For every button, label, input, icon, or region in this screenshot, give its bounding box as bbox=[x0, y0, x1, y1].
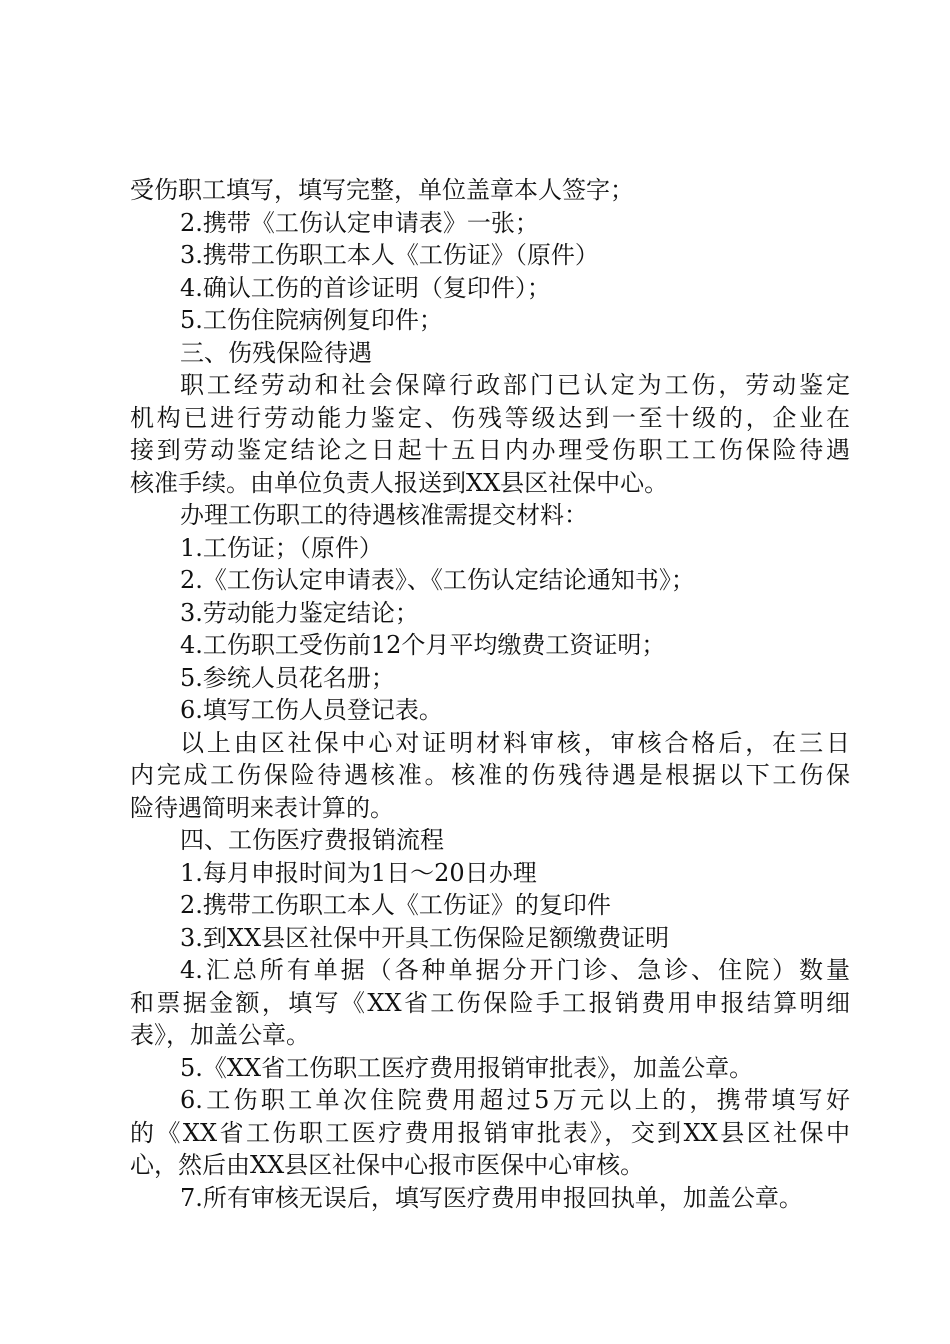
list-item: 6.填写工伤人员登记表。 bbox=[180, 696, 443, 724]
paragraph-line: 接到劳动鉴定结论之日起十五日内办理受伤职工工伤保险待遇 bbox=[130, 436, 850, 464]
list-item: 5.参统人员花名册； bbox=[180, 663, 395, 692]
list-item: 5.工伤住院病例复印件； bbox=[180, 306, 443, 334]
list-item: 5.《XX省工伤职工医疗费用报销审批表》，加盖公章。 bbox=[180, 1053, 754, 1082]
text-line: 受伤职工填写，填写完整，单位盖章本人签字； bbox=[130, 176, 634, 204]
document-body bbox=[130, 174, 850, 1214]
paragraph-line: 办理工伤职工的待遇核准需提交材料： bbox=[180, 501, 588, 529]
list-item: 2.携带工伤职工本人《工伤证》的复印件 bbox=[180, 891, 611, 919]
list-item: 7.所有审核无误后，填写医疗费用申报回执单，加盖公章。 bbox=[180, 1183, 803, 1212]
paragraph-line: 和票据金额，填写《XX省工伤保险手工报销费用申报结算明细 bbox=[130, 988, 850, 1017]
list-item: 2.携带《工伤认定申请表》一张； bbox=[180, 208, 539, 237]
list-item: 6.工伤职工单次住院费用超过5万元以上的，携带填写好 bbox=[180, 1086, 850, 1114]
paragraph-line: 以上由区社保中心对证明材料审核，审核合格后，在三日 bbox=[180, 728, 850, 757]
paragraph-line: 险待遇简明来表计算的。 bbox=[130, 793, 394, 822]
section-heading: 四、工伤医疗费报销流程 bbox=[180, 826, 444, 854]
list-item: 2.《工伤认定申请表》、《工伤认定结论通知书》； bbox=[180, 566, 695, 594]
paragraph-line: 机构已进行劳动能力鉴定、伤残等级达到一至十级的，企业在 bbox=[130, 403, 850, 432]
section-heading: 三、伤残保险待遇 bbox=[180, 338, 372, 367]
paragraph-line: 核准手续。由单位负责人报送到XX县区社保中心。 bbox=[130, 468, 669, 497]
list-item: 4.确认工伤的首诊证明（复印件）； bbox=[180, 273, 551, 302]
paragraph-line: 表》，加盖公章。 bbox=[130, 1021, 310, 1049]
paragraph-line: 心，然后由XX县区社保中心报市医保中心审核。 bbox=[130, 1151, 645, 1179]
list-item: 3.到XX县区社保中开具工伤保险足额缴费证明 bbox=[180, 923, 670, 952]
list-item: 1.工伤证；（原件） bbox=[180, 533, 383, 562]
list-item: 4.工伤职工受伤前12个月平均缴费工资证明； bbox=[180, 631, 666, 659]
paragraph-line: 的《XX省工伤职工医疗费用报销审批表》，交到XX县区社保中 bbox=[130, 1118, 850, 1147]
list-item: 3.劳动能力鉴定结论； bbox=[180, 598, 419, 627]
list-item: 1.每月申报时间为1日～20日办理 bbox=[180, 858, 537, 887]
paragraph-line: 内完成工伤保险待遇核准。核准的伤残待遇是根据以下工伤保 bbox=[130, 761, 850, 789]
list-item: 4.汇总所有单据（各种单据分开门诊、急诊、住院）数量 bbox=[180, 956, 850, 984]
list-item: 3.携带工伤职工本人《工伤证》（原件） bbox=[180, 241, 599, 269]
paragraph-line: 职工经劳动和社会保障行政部门已认定为工伤，劳动鉴定 bbox=[180, 371, 850, 399]
